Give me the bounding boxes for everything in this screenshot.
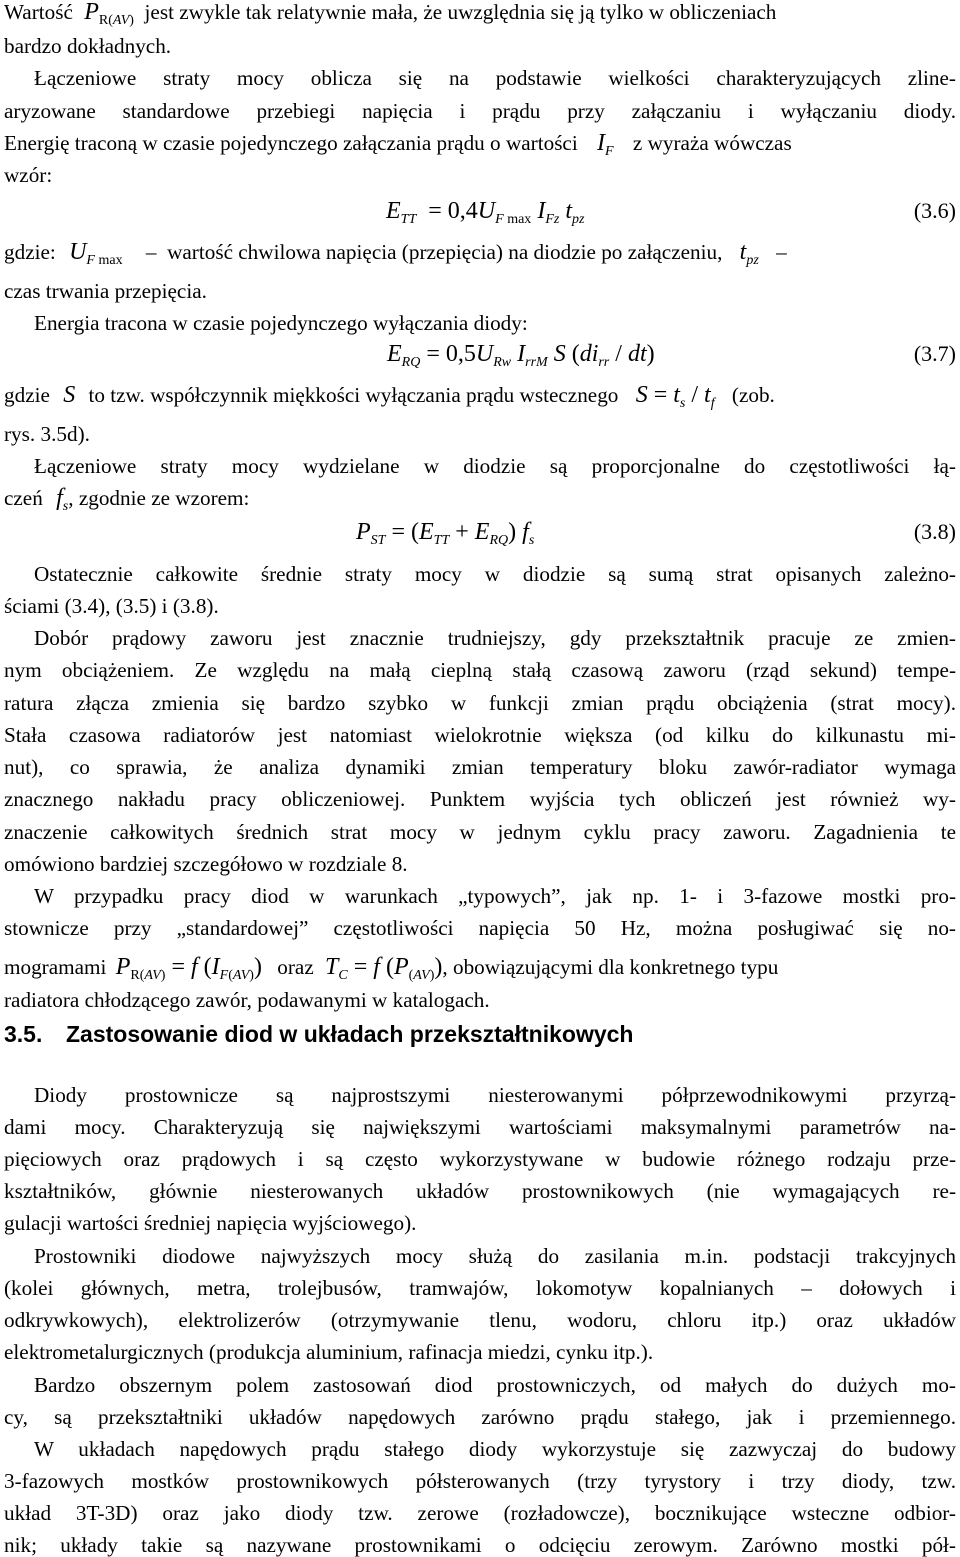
math-P-RAV: $P_{R(AV)}$ [78, 0, 134, 28]
text-fragment: Energię traconą w czasie pojedynczego załączania prądu o wartości [4, 131, 578, 155]
text-line [4, 485, 956, 514]
text-line: kształtników, głównie niesterowanych układów prostownikowych (nie wymagających re- [4, 1179, 956, 1203]
text-line: gdzie: $U_F$ $_{max}$ – wartość chwilowa napięcia (przepięcia) na diodzie po załączeniu, $t_{pz}$ – [4, 239, 787, 268]
math-t-pz: $t_{pz}$ [739, 239, 759, 268]
math-P-RAV-function: $P_{R(AV)} = f$ $(I_{F(AV)})$ [115, 954, 262, 983]
text-line: Łączeniowe straty mocy wydzielane w diodzie są proporcjonalne do częstotliwości łą- [34, 454, 956, 478]
text-line: pięciowych oraz prądowych i są często wykorzystywane w budowie różnego rodzaju prze- [4, 1147, 956, 1171]
equation-number: (3.6) [913, 198, 956, 223]
text-line: nik; układy takie są nazywane prostownikami o odcięciu zerowym. Zarówno mostki pół- [4, 1533, 956, 1557]
text-fragment: gdzie: [4, 240, 56, 264]
text-line: Prostowniki diodowe najwyższych mocy służą do zasilania m.in. podstacji trakcyjnych [34, 1244, 956, 1268]
math-U-Fmax: $U_F$ $_{max}$ [69, 239, 123, 268]
text-line: Diody prostownicze są najprostszymi niesterowanymi półprzewodnikowymi przyrzą- [34, 1083, 956, 1107]
text-line: (kolei głównych, metra, trolejbusów, tramwajów, lokomotyw kopalnianych – dołowych i [4, 1276, 956, 1300]
text-line: aryzowane standardowe przebiegi napięcia i prądu przy załączaniu i wyłączaniu diody. [4, 99, 956, 123]
text-line: nut), co sprawia, że analiza dynamiki zmian temperatury bloku zawór-radiator wymaga [4, 755, 956, 779]
math-f-s: $f_s$ [56, 485, 69, 514]
text-line: bardzo dokładnych. [4, 34, 172, 58]
text-line: Stała czasowa radiatorów jest natomiast wielokrotnie większa (od kilku do kilkunastu mi- [4, 723, 956, 747]
text-line: radiatora chłodzącego zawór, podawanymi w katalogach. [4, 988, 490, 1012]
text-fragment: z wyraża wówczas [632, 131, 792, 155]
text-fragment: wartość chwilowa napięcia (przepięcia) na diodzie po załączeniu, [167, 240, 723, 264]
text-fragment: to tzw. współczynnik miękkości wyłączania prądu wstecznego [88, 383, 619, 407]
text-fragment: , zgodnie ze wzorem: [68, 486, 250, 510]
math-I-F: $I_F$ [597, 130, 614, 159]
text-line: ściami (3.4), (3.5) i (3.8). [4, 594, 219, 618]
text-line: Dobór prądowy zaworu jest znacznie trudniejszy, gdy przekształtnik pracuje ze zmien- [34, 626, 956, 650]
text-line: Ostatecznie całkowite średnie straty mocy w diodzie są sumą strat opisanych zależno- [34, 562, 956, 586]
text-fragment: czeń [4, 486, 43, 510]
text-line: omówiono bardziej szczegółowo w rozdziale 8. [4, 852, 408, 876]
text-line [4, 130, 956, 159]
section-heading [4, 1019, 633, 1049]
equation-3-7: $E_{RQ} = 0,5U_{Rw}$ $I_{rrM}$ S $(di_{rr} / dt)$ [387, 341, 655, 370]
text-line: znaczenie całkowitych średnich strat mocy w jednym cyklu pracy zaworu. Zagadnienia te [4, 820, 956, 844]
text-line: cy, są przekształtniki układów napędowych zarówno prądu stałego, jak i przemiennego. [4, 1405, 956, 1429]
text-line: znacznego nakładu pracy obliczeniowej. Punktem wyjścia tych obliczeń jest również wy- [4, 787, 956, 811]
text-line: elektrometalurgicznych (produkcja aluminium, rafinacja miedzi, cynku itp.). [4, 1340, 654, 1364]
math-T-C-function: $T_C = f$ $(P_{(AV)})$ [325, 954, 443, 983]
text-fragment: jest zwykle tak relatywnie mała, że uwzględnia się ją tylko w obliczeniach [144, 0, 777, 24]
text-line: dami mocy. Charakteryzują się największymi wartościami maksymalnymi parametrów na- [4, 1115, 956, 1139]
text-line [4, 382, 956, 411]
text-fragment: , obowiązującymi dla konkretnego typu [442, 955, 779, 979]
equation-3-8: $P_{ST} = (E_{TT} + E_{RQ})$ $f_s$ [356, 519, 535, 548]
text-line: Bardzo obszernym polem zastosowań diod prostowniczych, od małych do dużych mo- [34, 1373, 956, 1397]
text-line [4, 0, 956, 28]
equation-3-6: $E_{TT} = 0,4U_F$ $_{max}$ $I_{Fz}$ $t_{pz}$ [386, 198, 585, 227]
math-S: S [63, 382, 76, 408]
text-line: czas trwania przepięcia. [4, 279, 207, 303]
math-S-ratio: $S = t_s / t_f$ [635, 382, 715, 411]
text-line: gulacji wartości średniej napięcia wyjściowego). [4, 1211, 417, 1235]
text-line: odkrywkowych), elektrolizerów (otrzymywanie tlenu, wodoru, chloru itp.) oraz układów [4, 1308, 956, 1332]
text-line: wzór: [4, 163, 53, 187]
equation-number: (3.8) [913, 519, 956, 544]
text-line: układ 3T-3D) oraz jako diody tzw. zerowe (rozładowcze), bocznikujące wsteczne odbior- [4, 1501, 956, 1525]
equation-number: (3.7) [913, 341, 956, 366]
text-line: 3-fazowych mostków prostownikowych półsterowanych (trzy tyrystory i trzy diody, tzw. [4, 1469, 956, 1493]
text-fragment: oraz [277, 955, 314, 979]
text-line: Energia tracona w czasie pojedynczego wyłączania diody: [34, 311, 528, 335]
text-line: ratura złącza zmienia się bardzo szybko w funkcji zmian prądu obciążenia (strat mocy). [4, 691, 956, 715]
text-line: W układach napędowych prądu stałego diody wykorzystuje się zazwyczaj do budowy [34, 1437, 956, 1461]
text-fragment: Wartość [4, 0, 73, 24]
text-line: stownicze przy „standardowej” częstotliwości napięcia 50 Hz, można posługiwać się no- [4, 916, 956, 940]
section-title: Zastosowanie diod w układach przekształtnikowych [66, 1021, 634, 1047]
text-line: rys. 3.5d). [4, 422, 90, 446]
section-number: 3.5. [4, 1021, 43, 1047]
text-line: W przypadku pracy diod w warunkach „typowych”, jak np. 1- i 3-fazowe mostki pro- [34, 884, 956, 908]
text-line [4, 952, 956, 982]
text-fragment: gdzie [4, 383, 50, 407]
text-fragment: (zob. [731, 383, 775, 407]
text-line: nym obciążeniem. Ze względu na małą cieplną stałą czasową zaworu (rząd sekund) tempe- [4, 658, 956, 682]
text-fragment: mogramami [4, 955, 107, 979]
text-line: Łączeniowe straty mocy oblicza się na podstawie wielkości charakteryzujących zline- [34, 66, 956, 90]
